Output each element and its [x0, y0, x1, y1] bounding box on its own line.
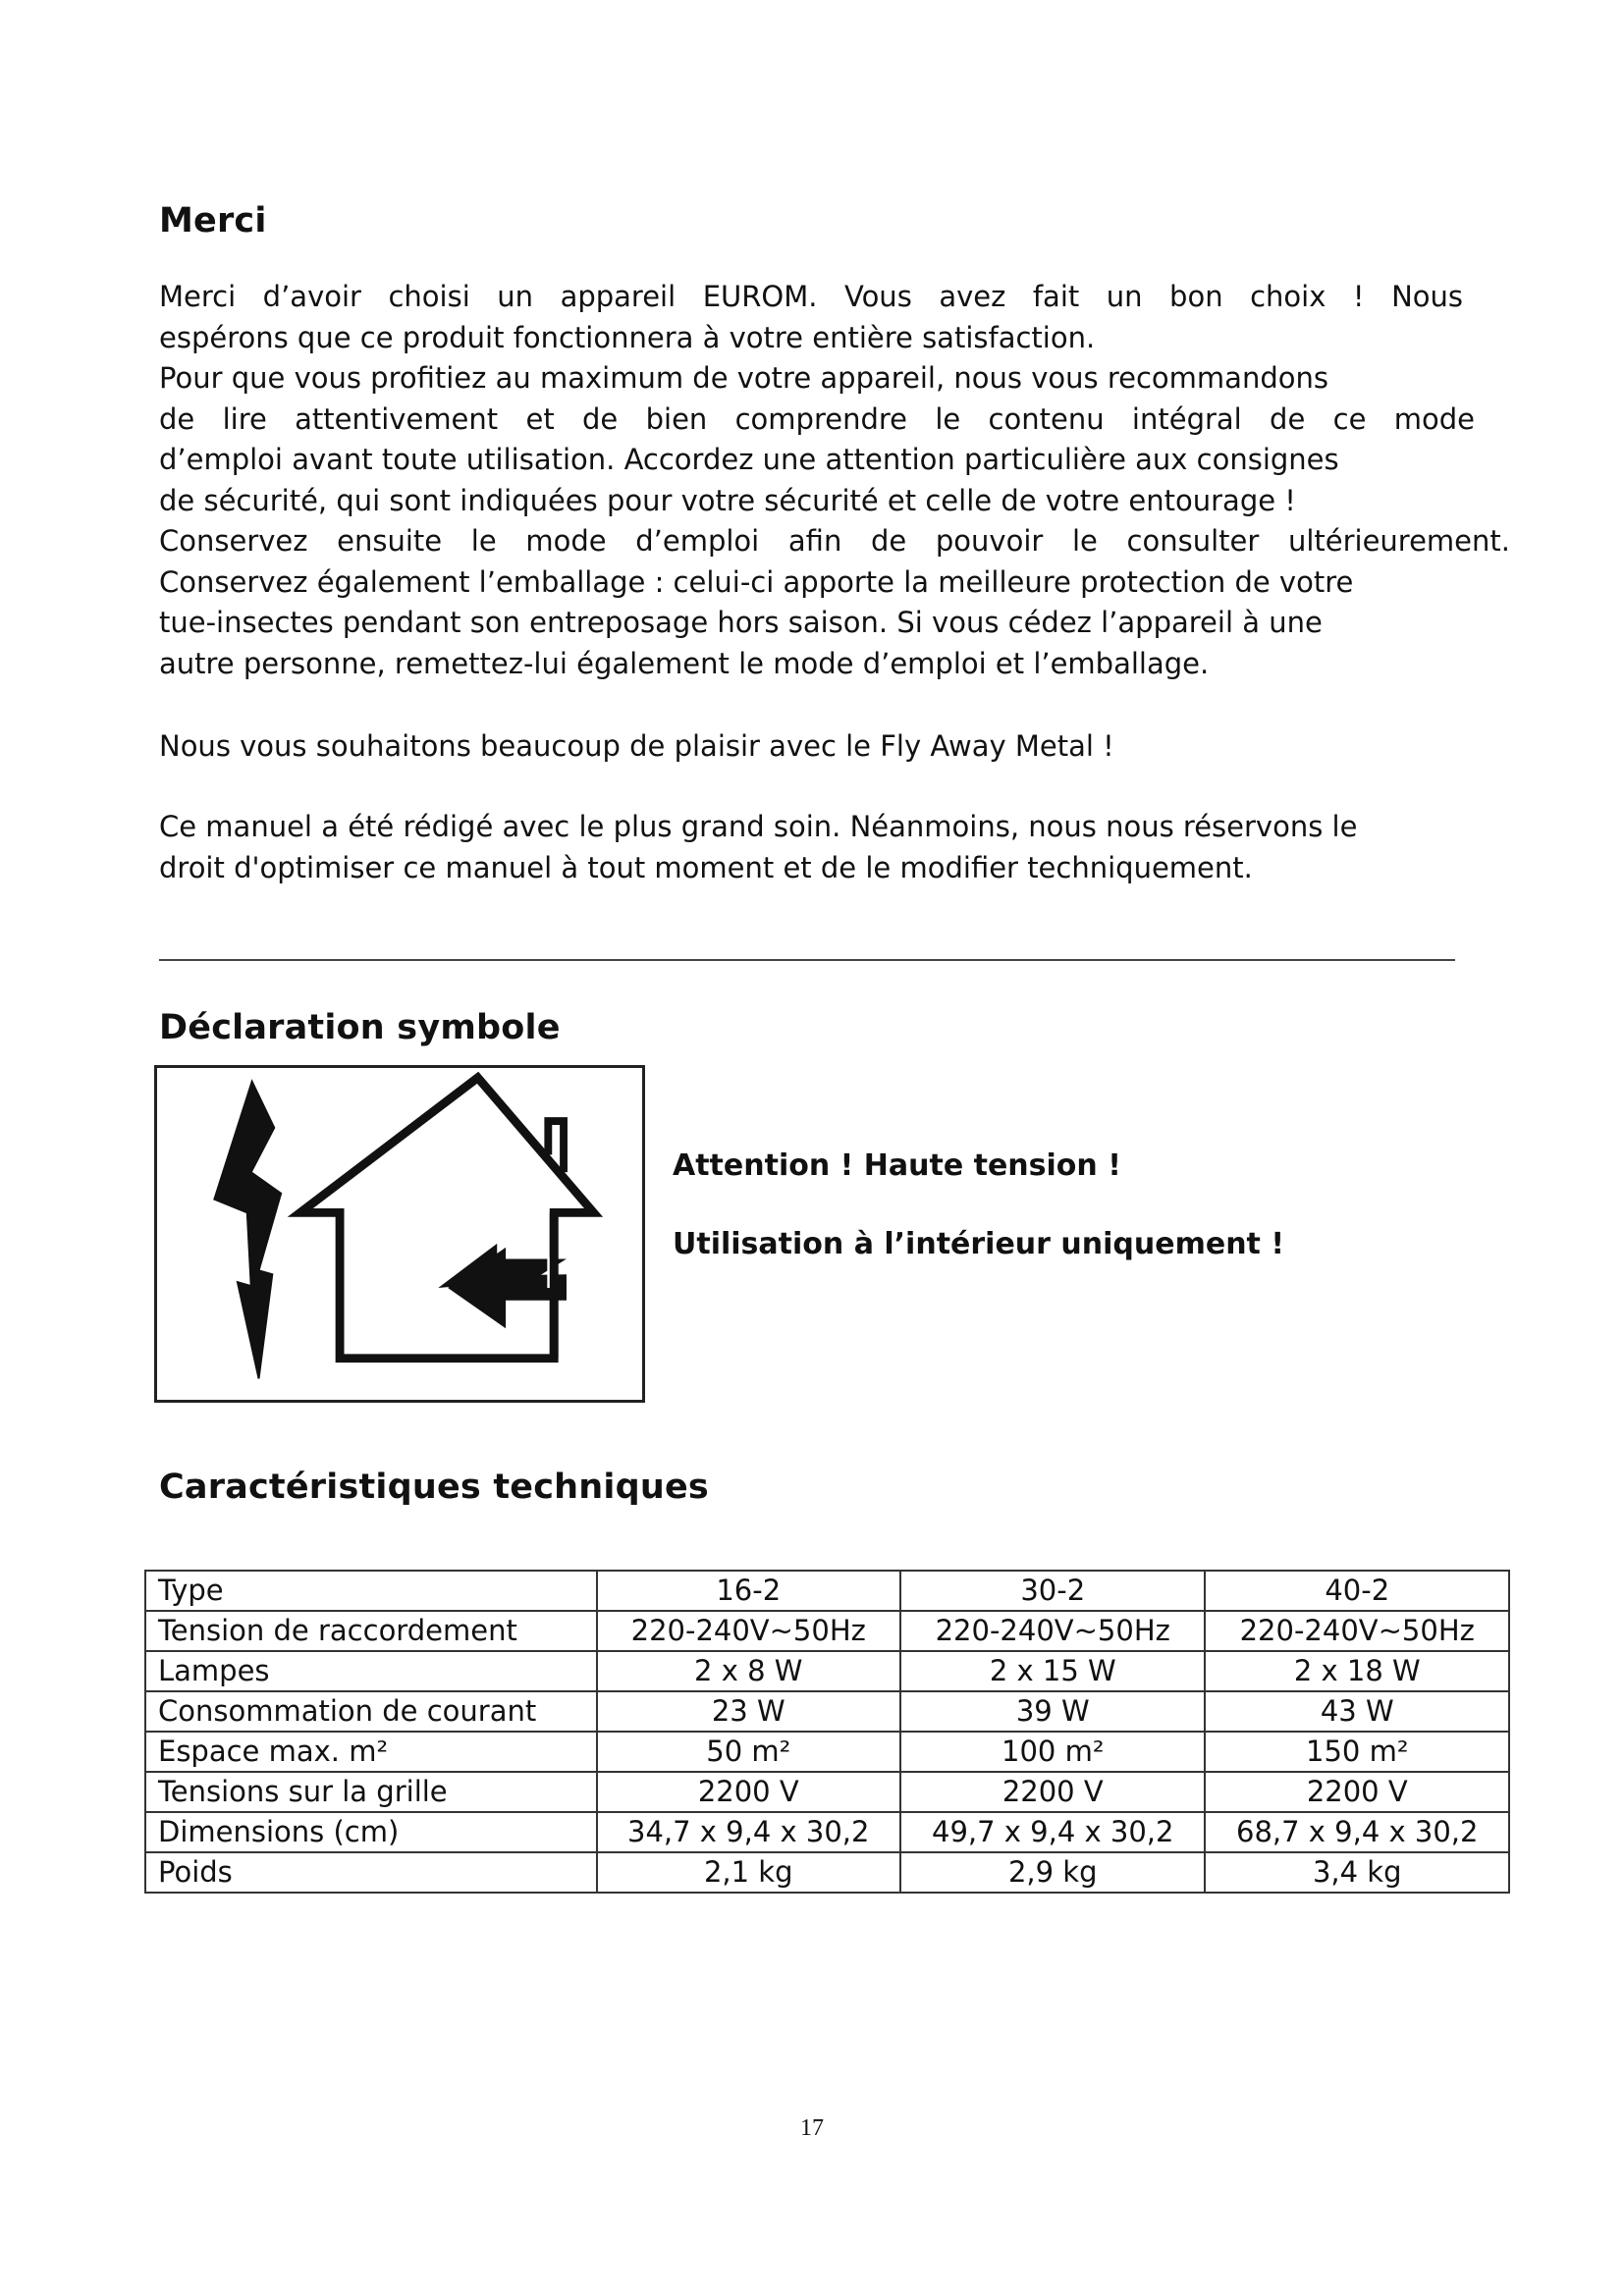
spec-value: 2 x 18 W [1205, 1651, 1509, 1691]
spec-value: 39 W [900, 1691, 1205, 1732]
table-row [145, 1691, 1509, 1732]
spec-value: 16-2 [597, 1571, 901, 1611]
spec-value: 2200 V [900, 1772, 1205, 1812]
text-line: espérons que ce produit fonctionnera à votre entière satisfaction. [159, 320, 1096, 354]
spec-label: Tension de raccordement [145, 1611, 597, 1651]
text-line: Merci d’avoir choisi un appareil EUROM. Vous avez fait un bon choix ! Nous [159, 280, 1463, 313]
text-line: Conservez ensuite le mode d’emploi afin de pouvoir le consulter ultérieurement. [159, 524, 1510, 558]
spec-value: 100 m² [900, 1732, 1205, 1772]
spec-value: 220-240V~50Hz [900, 1611, 1205, 1651]
lightning-bolt-icon [214, 1082, 281, 1379]
symbols-title: Déclaration symbole [159, 1008, 561, 1047]
spec-value: 40-2 [1205, 1571, 1509, 1611]
spec-label: Espace max. m² [145, 1732, 597, 1772]
spec-label: Poids [145, 1852, 597, 1893]
spec-value: 2200 V [597, 1772, 901, 1812]
indoor-use-warning: Utilisation à l’intérieur uniquement ! [673, 1227, 1285, 1261]
spec-value: 23 W [597, 1691, 901, 1732]
spec-value: 2 x 15 W [900, 1651, 1205, 1691]
spec-value: 50 m² [597, 1732, 901, 1772]
spec-value: 2,1 kg [597, 1852, 901, 1893]
text-line: de lire attentivement et de bien comprendre le contenu intégral de ce mode [159, 401, 1475, 436]
spec-value: 68,7 x 9,4 x 30,2 [1205, 1812, 1509, 1852]
page-number: 17 [800, 2115, 824, 2141]
text-line: de sécurité, qui sont indiquées pour votre sécurité et celle de votre entourage ! [159, 483, 1296, 517]
spec-value: 34,7 x 9,4 x 30,2 [597, 1812, 901, 1852]
table-row [145, 1772, 1509, 1812]
spec-value: 220-240V~50Hz [597, 1611, 901, 1651]
spec-label: Lampes [145, 1651, 597, 1691]
table-row [145, 1852, 1509, 1893]
merci-paragraph [159, 277, 1514, 684]
text-line: Pour que vous profitiez au maximum de votre appareil, nous vous recommandons [159, 361, 1328, 395]
high-voltage-warning: Attention ! Haute tension ! [673, 1148, 1121, 1183]
spec-value: 2 x 8 W [597, 1651, 901, 1691]
spec-label: Dimensions (cm) [145, 1812, 597, 1852]
spec-value: 3,4 kg [1205, 1852, 1509, 1893]
text-line: Conservez également l’emballage : celui-ci apporte la meilleure protection de votre [159, 564, 1354, 599]
text-line: autre personne, remettez-lui également le mode d’emploi et l’emballage. [159, 646, 1210, 680]
spec-value: 2,9 kg [900, 1852, 1205, 1893]
specs-table [144, 1570, 1510, 1894]
table-row [145, 1611, 1509, 1651]
spec-value: 2200 V [1205, 1772, 1509, 1812]
disclaimer-paragraph [159, 807, 1514, 888]
symbol-panel [154, 1065, 645, 1403]
text-line: Ce manuel a été rédigé avec le plus grand soin. Néanmoins, nous nous réservons le [159, 810, 1358, 843]
section-divider [159, 959, 1455, 961]
table-row [145, 1812, 1509, 1852]
table-row [145, 1732, 1509, 1772]
text-line: tue-insectes pendant son entreposage hors saison. Si vous cédez l’appareil à une [159, 606, 1323, 639]
house-with-arrow-icon [300, 1078, 594, 1359]
spec-value: 49,7 x 9,4 x 30,2 [900, 1812, 1205, 1852]
wish-paragraph: Nous vous souhaitons beaucoup de plaisir avec le Fly Away Metal ! [159, 729, 1114, 763]
spec-value: 150 m² [1205, 1732, 1509, 1772]
table-row [145, 1571, 1509, 1611]
spec-value: 43 W [1205, 1691, 1509, 1732]
merci-title: Merci [159, 201, 267, 240]
table-row [145, 1651, 1509, 1691]
text-line: d’emploi avant toute utilisation. Accordez une attention particulière aux consignes [159, 443, 1339, 476]
spec-label: Tensions sur la grille [145, 1772, 597, 1812]
spec-value: 30-2 [900, 1571, 1205, 1611]
spec-label: Consommation de courant [145, 1691, 597, 1732]
spec-value: 220-240V~50Hz [1205, 1611, 1509, 1651]
spec-label: Type [145, 1571, 597, 1611]
text-line: droit d'optimiser ce manuel à tout moment et de le modifier techniquement. [159, 850, 1253, 884]
specs-title: Caractéristiques techniques [159, 1468, 709, 1507]
